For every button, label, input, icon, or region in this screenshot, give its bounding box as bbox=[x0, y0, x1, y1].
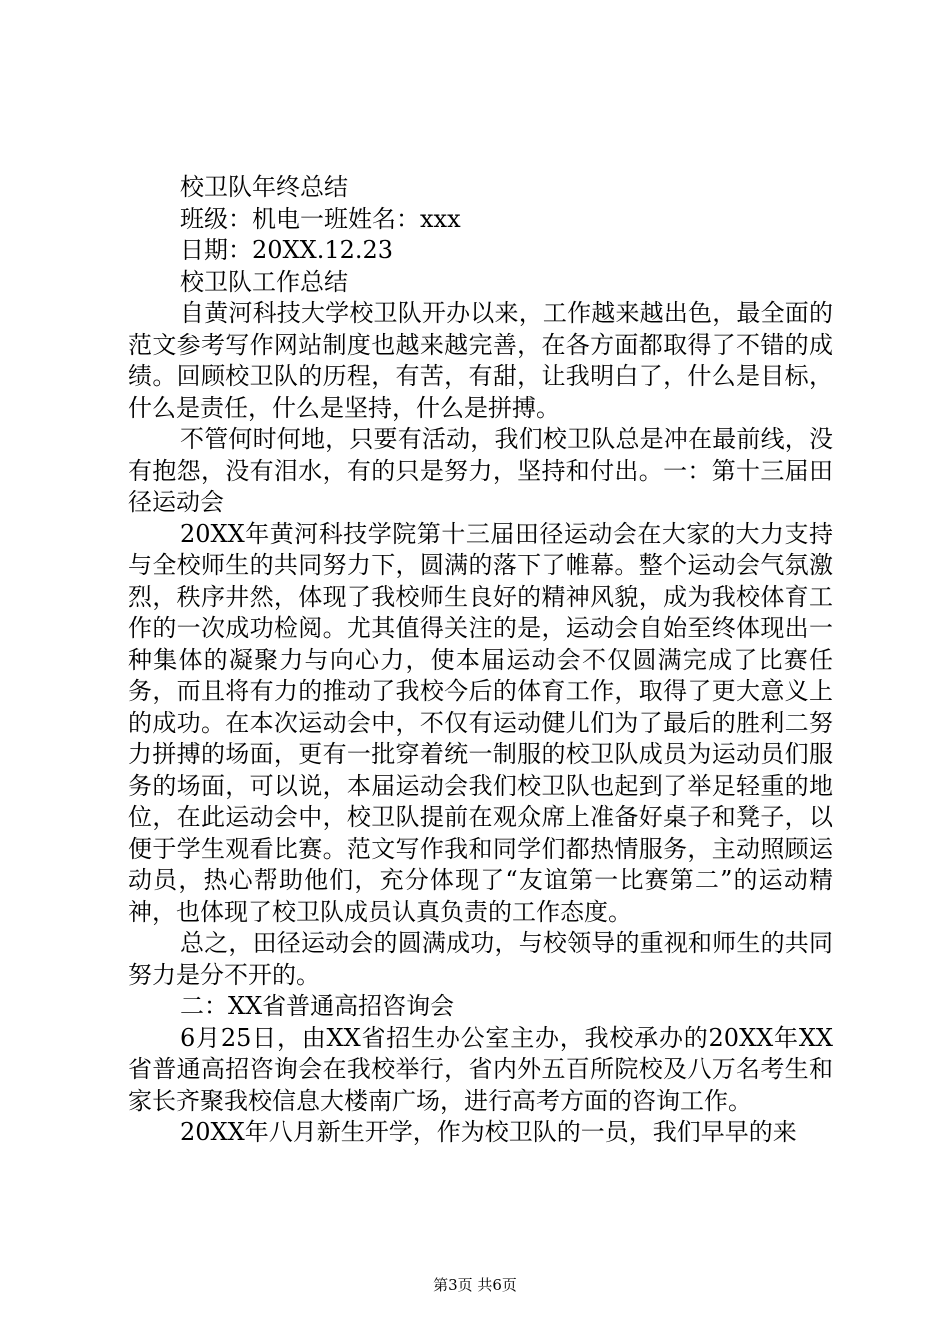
date-line: 日期：20XX.12.23 bbox=[180, 236, 394, 264]
document-body bbox=[128, 172, 833, 1149]
paragraph: 6月25日，由XX省招生办公室主办，我校承办的20XX年XX省普通高招咨询会在我校举行，省内外五百所院校及八万名考生和家长齐聚我校信息大楼南广场，进行高考方面的咨询工作。 bbox=[128, 1023, 833, 1115]
paragraph: 自黄河科技大学校卫队开办以来，工作越来越出色，最全面的范文参考写作网站制度也越来越完善，在各方面都取得了不错的成绩。回顾校卫队的历程，有苦，有甜，让我明白了，什么是目标，什么是责任，什么是坚持，什么是拼搏。 bbox=[128, 299, 833, 422]
class-name-line: 班级：机电一班姓名：xxx bbox=[180, 204, 461, 233]
paragraph: 不管何时何地，只要有活动，我们校卫队总是冲在最前线，没有抱怨，没有泪水，有的只是努力，坚持和付出。一：第十三届田径运动会 bbox=[128, 425, 833, 516]
paragraph: 20XX年八月新生开学，作为校卫队的一员，我们早早的来 bbox=[180, 1118, 797, 1146]
document-title: 校卫队年终总结 bbox=[180, 173, 348, 201]
paragraph: 20XX年黄河科技学院第十三届田径运动会在大家的大力支持与全校师生的共同努力下，圆满的落下了帷幕。整个运动会气氛激烈，秩序井然，体现了我校师生良好的精神风貌，成为我校体育工作的一次成功检阅。尤其值得关注的是，运动会自始至终体现出一种集体的凝聚力与向心力，使本届运动会不仅圆满完成了比赛任务，而且将有力的推动了我校今后的体育工作，取得了更大意义上的成功。在本次运动会中，不仅有运动健儿们为了最后的胜利二努力拼搏的场面，更有一批穿着统一制服的校卫队成员为运动员们服务的场面，可以说，本届运动会我们校卫队也起到了举足轻重的地位，在此运动会中，校卫队提前在观众席上准备好桌子和凳子，以便于学生观看比赛。范文写作我和同学们都热情服务，主动照顾运动员，热心帮助他们，充分体现了“友谊第一比赛第二”的运动精神，也体现了校卫队成员认真负责的工作态度。 bbox=[128, 519, 833, 926]
page-footer: 第3页 共6页 bbox=[433, 1276, 517, 1294]
paragraph: 总之，田径运动会的圆满成功，与校领导的重视和师生的共同努力是分不开的。 bbox=[128, 929, 833, 989]
section-heading: 二：XX省普通高招咨询会 bbox=[180, 992, 455, 1020]
document-subtitle: 校卫队工作总结 bbox=[180, 267, 348, 296]
